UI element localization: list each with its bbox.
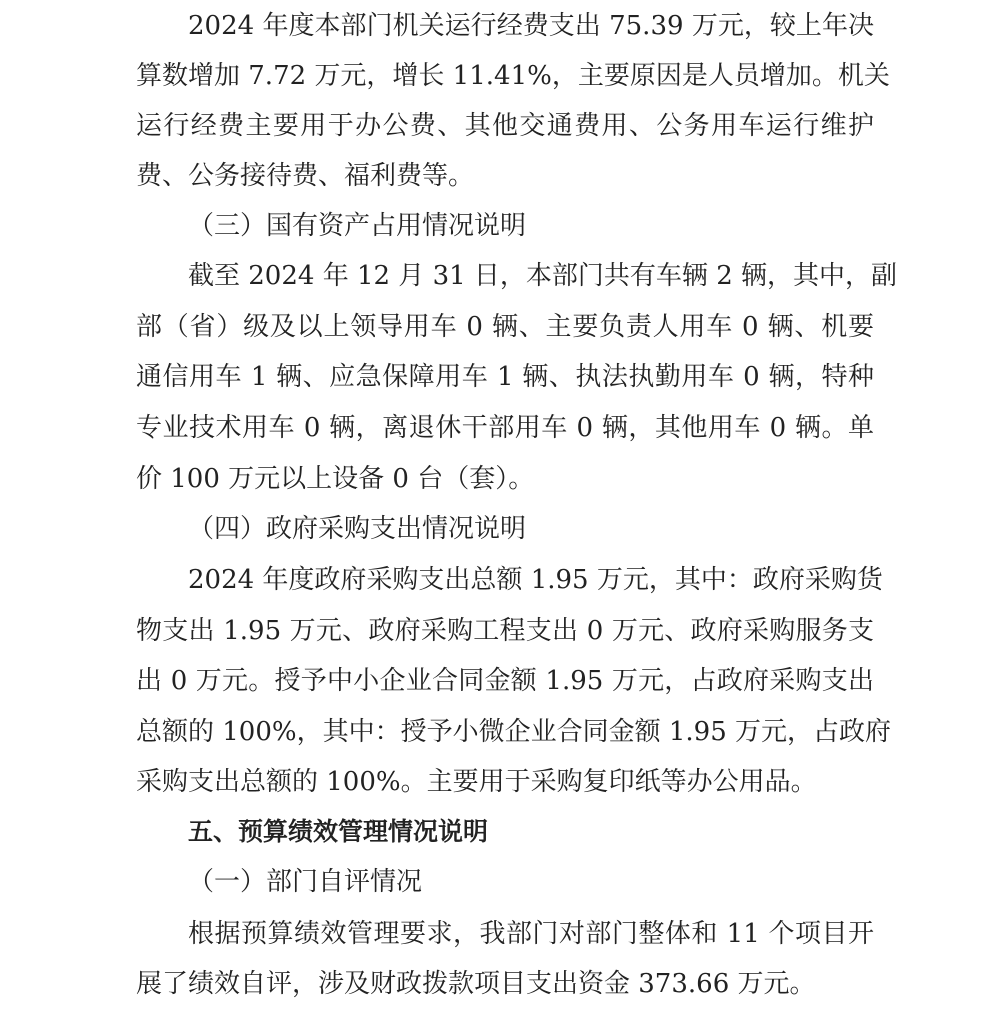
paragraph-line: 2024 年度本部门机关运行经费支出 75.39 万元，较上年决 <box>188 11 874 41</box>
paragraph-line: 展了绩效自评，涉及财政拨款项目支出资金 373.66 万元。 <box>136 969 816 999</box>
paragraph-line: 专业技术用车 0 辆，离退休干部用车 0 辆，其他用车 0 辆。单 <box>136 413 874 443</box>
paragraph-line: 根据预算绩效管理要求，我部门对部门整体和 11 个项目开 <box>188 919 874 949</box>
section-title: 五、预算绩效管理情况说明 <box>188 817 489 846</box>
paragraph-line: 2024 年度政府采购支出总额 1.95 万元，其中：政府采购货 <box>188 565 883 595</box>
paragraph-line: 价 100 万元以上设备 0 台（套）。 <box>136 464 535 494</box>
paragraph-line: 通信用车 1 辆、应急保障用车 1 辆、执法执勤用车 0 辆，特种 <box>136 362 874 392</box>
subheading-procurement: （四）政府采购支出情况说明 <box>188 514 527 544</box>
paragraph-line: 物支出 1.95 万元、政府采购工程支出 0 万元、政府采购服务支 <box>136 616 874 646</box>
paragraph-line: 运行经费主要用于办公费、其他交通费用、公务用车运行维护 <box>136 111 874 141</box>
paragraph-line: 截至 2024 年 12 月 31 日，本部门共有车辆 2 辆，其中，副 <box>188 261 897 291</box>
paragraph-line: 算数增加 7.72 万元，增长 11.41%，主要原因是人员增加。机关 <box>136 61 890 91</box>
paragraph-line: 部（省）级及以上领导用车 0 辆、主要负责人用车 0 辆、机要 <box>136 312 874 342</box>
paragraph-line: 采购支出总额的 100%。主要用于采购复印纸等办公用品。 <box>136 767 817 797</box>
paragraph-line: 出 0 万元。授予中小企业合同金额 1.95 万元，占政府采购支出 <box>136 666 874 696</box>
paragraph-line: 费、公务接待费、福利费等。 <box>136 161 475 191</box>
subheading-assets: （三）国有资产占用情况说明 <box>188 211 527 241</box>
subheading-self-evaluation: （一）部门自评情况 <box>188 867 423 897</box>
paragraph-line: 总额的 100%，其中：授予小微企业合同金额 1.95 万元，占政府 <box>136 717 892 747</box>
